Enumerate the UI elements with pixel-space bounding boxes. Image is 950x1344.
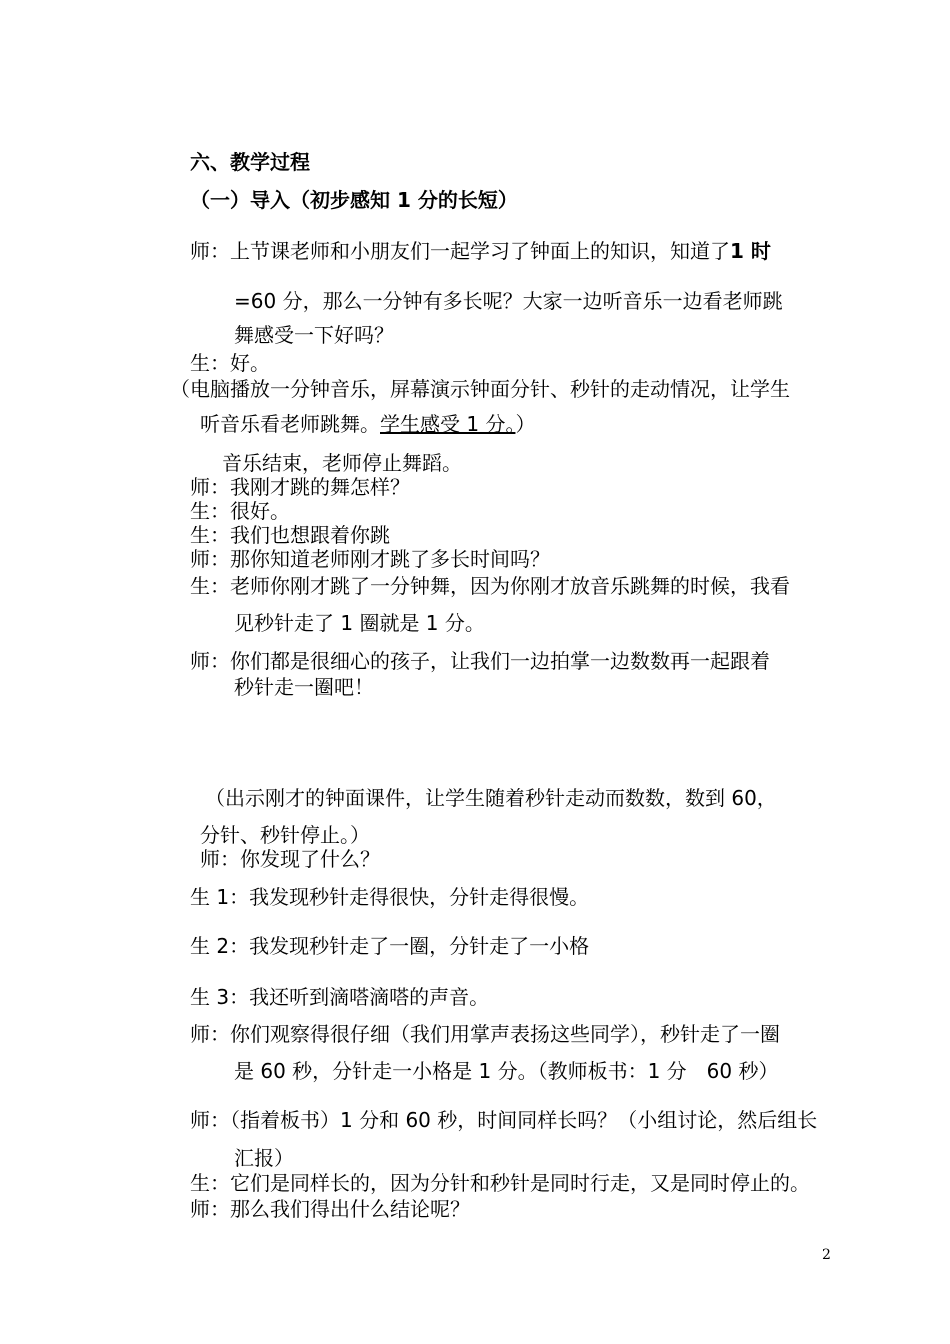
- dialogue-line: 生：很好。: [190, 499, 290, 523]
- line-text: 听音乐看老师跳舞。: [200, 412, 380, 436]
- dialogue-line: 汇报）: [234, 1146, 294, 1170]
- stage-direction: 分针、秒针停止。）: [200, 823, 370, 847]
- dialogue-line: 生：我们也想跟着你跳: [190, 523, 390, 547]
- dialogue-line: =60 分，那么一分钟有多长呢？大家一边听音乐一边看老师跳: [234, 289, 783, 313]
- dialogue-line: 生 2：我发现秒针走了一圈，分针走了一小格: [190, 934, 590, 958]
- line-text: 师：上节课老师和小朋友们一起学习了钟面上的知识，知道了: [190, 239, 730, 263]
- section-heading: 六、教学过程: [190, 150, 310, 174]
- dialogue-line: [190, 238, 771, 264]
- dialogue-line: 师：你们都是很细心的孩子，让我们一边拍掌一边数数再一起跟着: [190, 649, 770, 673]
- page-number: 2: [822, 1247, 831, 1263]
- dialogue-line: 秒针走一圈吧！: [234, 675, 374, 699]
- line-text: ）: [515, 412, 536, 436]
- stage-direction: （出示刚才的钟面课件，让学生随着秒针走动而数数，数到 60，: [205, 786, 777, 810]
- underlined-text: 学生感受 1 分。: [380, 412, 516, 436]
- dialogue-line: 师：你们观察得很仔细（我们用掌声表扬这些同学），秒针走了一圈: [190, 1022, 780, 1046]
- stage-direction: （电脑播放一分钟音乐，屏幕演示钟面分针、秒针的走动情况，让学生: [170, 377, 790, 401]
- dialogue-line: 是 60 秒，分针走一小格是 1 分。（教师板书：1 分 60 秒）: [234, 1059, 779, 1083]
- dialogue-line: 生：它们是同样长的，因为分针和秒针是同时行走，又是同时停止的。: [190, 1171, 810, 1195]
- narration-line: 音乐结束，老师停止舞蹈。: [222, 451, 462, 475]
- dialogue-line: 舞感受一下好吗？: [234, 323, 394, 347]
- dialogue-line: 生：好。: [190, 351, 270, 375]
- subsection-title-intro: （一）导入（初步感知 1 分的长短）: [190, 188, 518, 212]
- dialogue-line: 生：老师你刚才跳了一分钟舞，因为你刚才放音乐跳舞的时候，我看: [190, 574, 790, 598]
- dialogue-line: 师：（指着板书）1 分和 60 秒，时间同样长吗？（小组讨论，然后组长: [190, 1108, 818, 1132]
- stage-direction: [200, 411, 535, 437]
- dialogue-line: 生 3：我还听到滴嗒滴嗒的声音。: [190, 985, 490, 1009]
- dialogue-line: 师：我刚才跳的舞怎样？: [190, 475, 410, 499]
- dialogue-line: 师：你发现了什么？: [200, 847, 380, 871]
- bold-text: 1 时: [730, 239, 771, 263]
- dialogue-line: 师：那你知道老师刚才跳了多长时间吗？: [190, 547, 550, 571]
- dialogue-line: 师：那么我们得出什么结论呢？: [190, 1197, 470, 1221]
- dialogue-line: 生 1：我发现秒针走得很快，分针走得很慢。: [190, 885, 590, 909]
- dialogue-line: 见秒针走了 1 圈就是 1 分。: [234, 611, 485, 635]
